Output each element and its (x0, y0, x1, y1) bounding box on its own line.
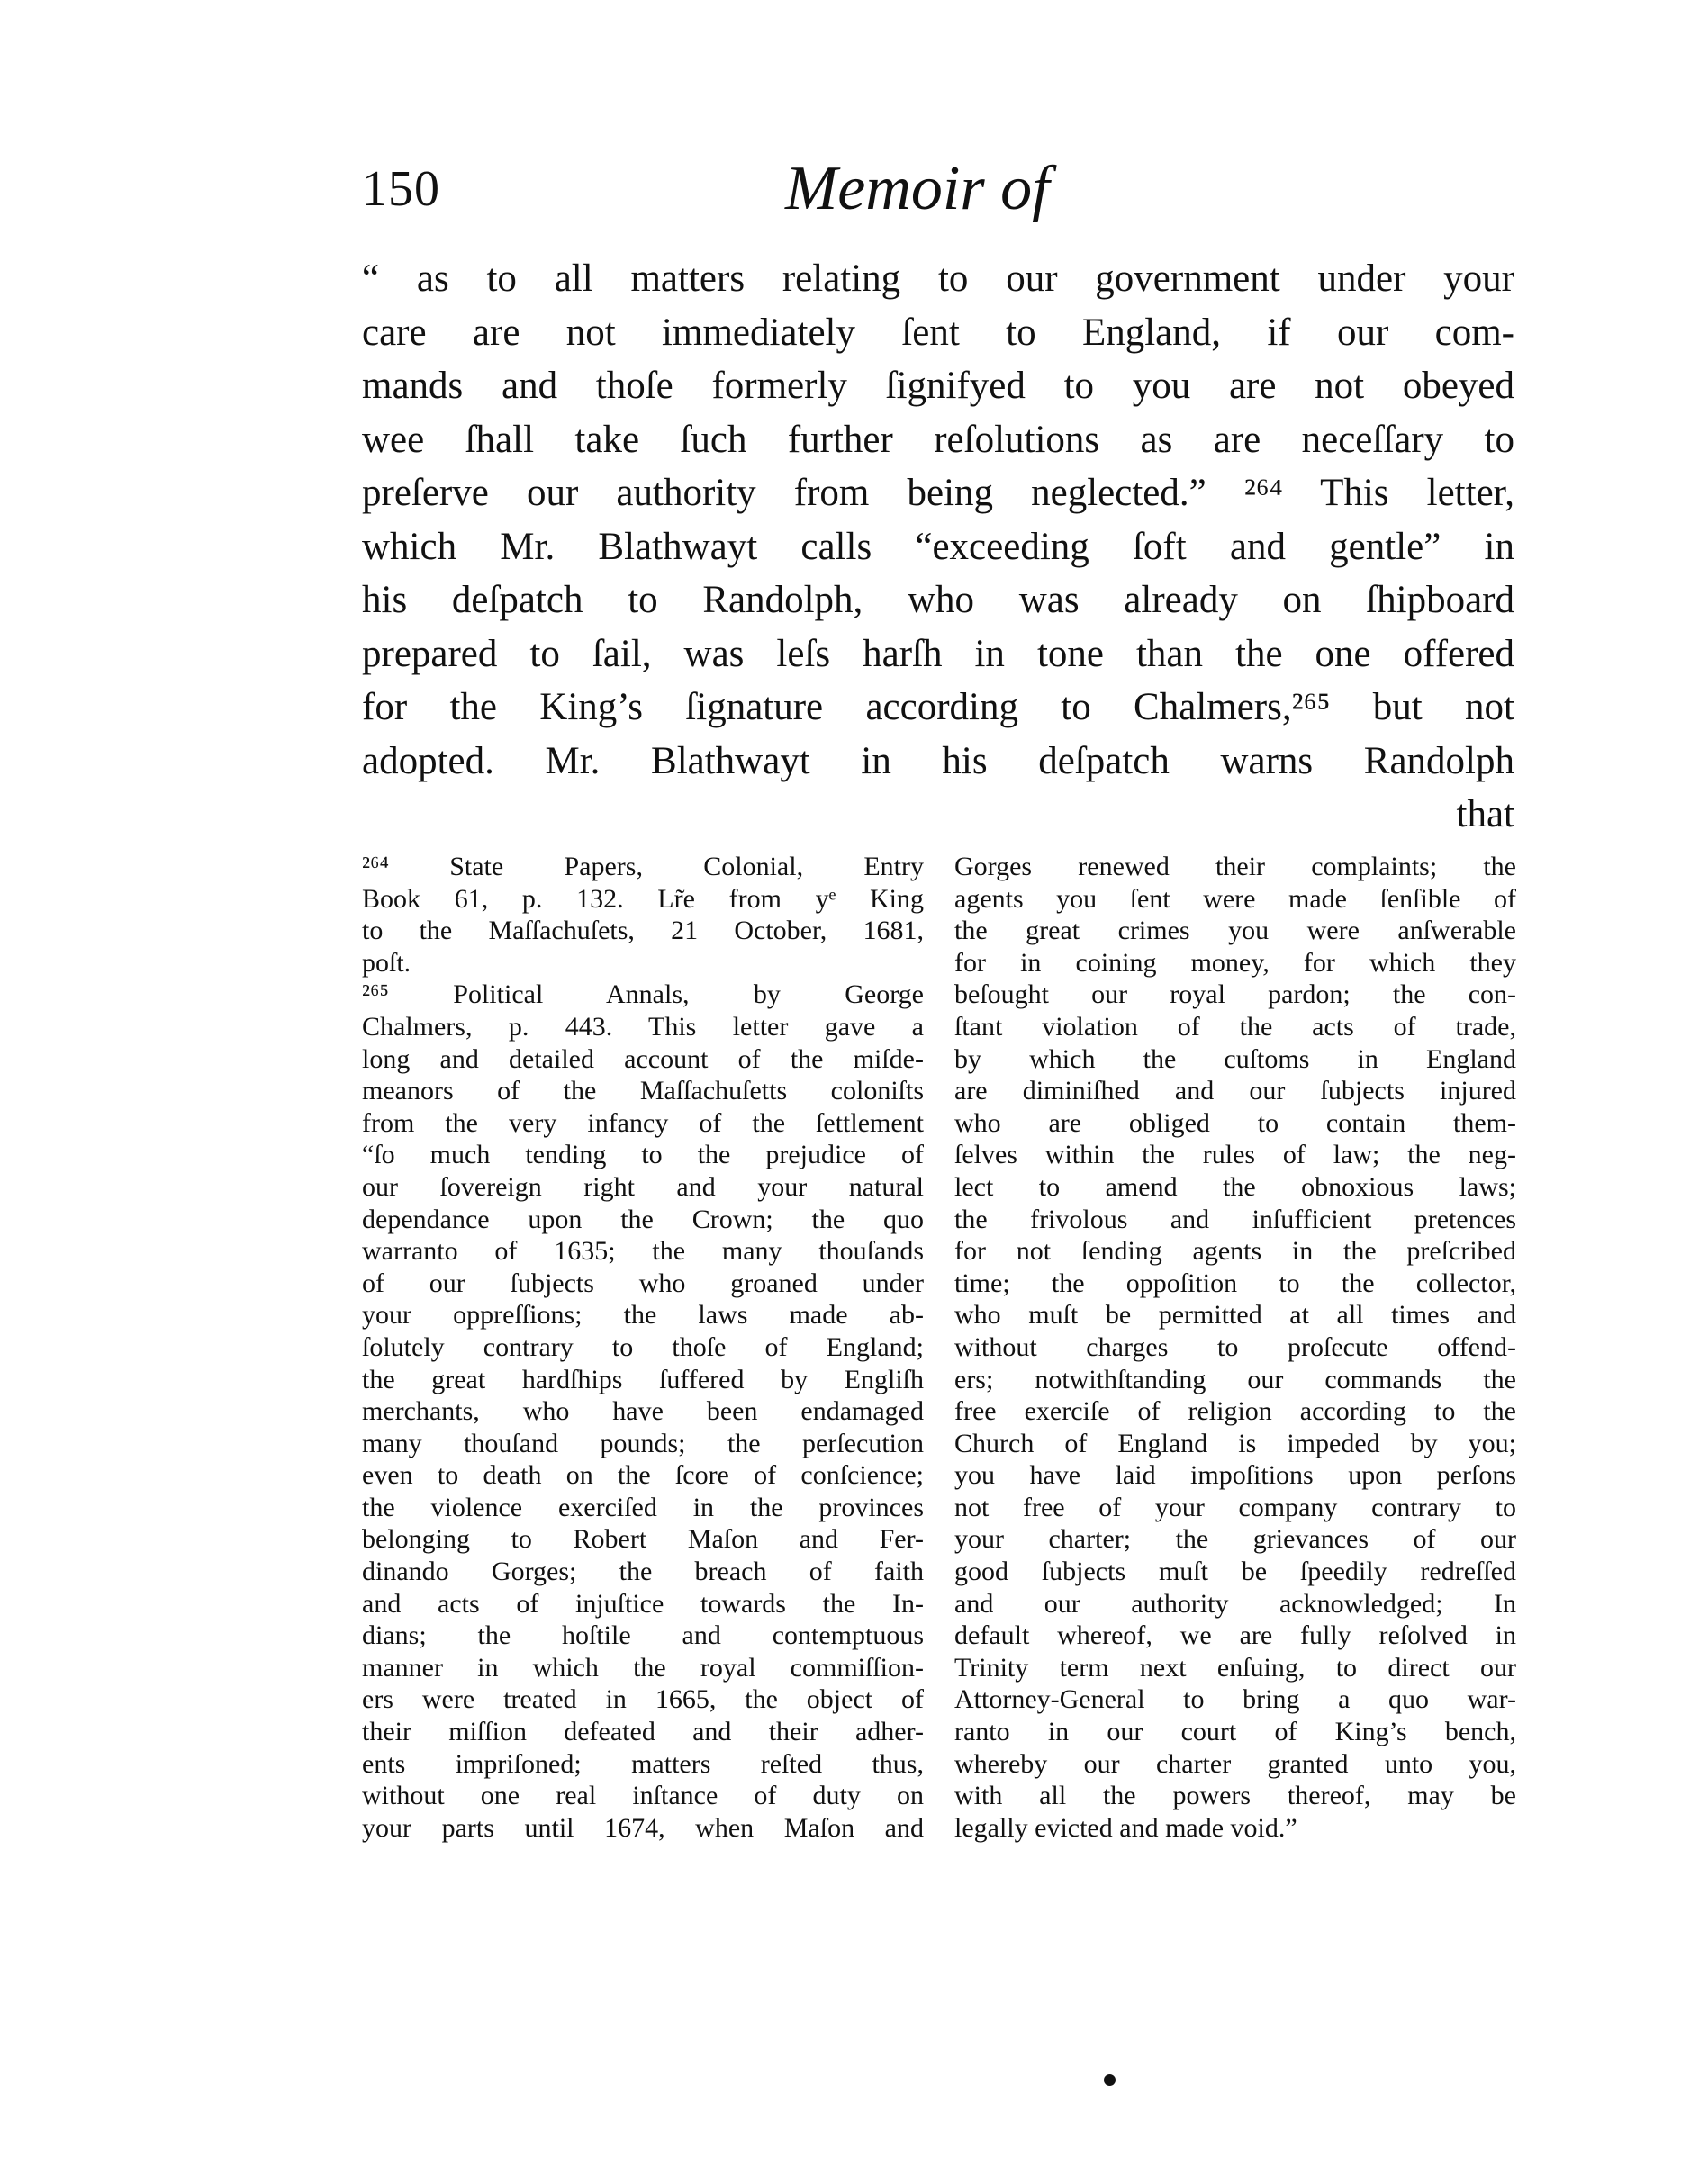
body-line: his deſpatch to Randolph, who was already on ſhipboard (362, 579, 1514, 621)
footnote-line: belonging to Robert Maſon and Fer- (362, 1524, 924, 1555)
footnote-line: manner in which the royal commiſſion- (362, 1652, 924, 1683)
footnote-line: dians; the hoſtile and contemptuous (362, 1620, 924, 1651)
footnote-line: free exerciſe of religion according to the (954, 1396, 1516, 1427)
body-line: preſerve our authority from being neglected.” ²⁶⁴ This letter, (362, 472, 1514, 514)
footnote-line: are diminiſhed and our ſubjects injured (954, 1076, 1516, 1106)
body-line: mands and thoſe formerly ſignifyed to you are not obeyed (362, 365, 1514, 407)
body-line: care are not immediately ſent to England, if our com- (362, 311, 1514, 354)
footnote-line: our ſovereign right and your natural (362, 1171, 924, 1202)
footnote-line: warranto of 1635; the many thouſands (362, 1236, 924, 1267)
body-line: adopted. Mr. Blathwayt in his deſpatch warns Randolph (362, 739, 1514, 782)
footnote-line: ſolutely contrary to thoſe of England; (362, 1331, 924, 1362)
footnote-line: your oppreſſions; the laws made ab- (362, 1300, 924, 1331)
body-line: “ as to all matters relating to our government under your (362, 257, 1514, 300)
body-line: for the King’s ſignature according to Chalmers,²⁶⁵ but not (362, 686, 1514, 728)
footnote-line: to the Maſſachuſets, 21 October, 1681, (362, 916, 924, 946)
footnote-line: whereby our charter granted unto you, (954, 1748, 1516, 1779)
footnote-line: ſelves within the rules of law; the neg- (954, 1140, 1516, 1170)
body-line: prepared to ſail, was leſs harſh in tone than the one offered (362, 632, 1514, 675)
footnote-line: Gorges renewed their complaints; the (954, 852, 1516, 881)
footnote-line: the great crimes you were anſwerable (954, 916, 1516, 946)
footnote-line: lect to amend the obnoxious laws; (954, 1171, 1516, 1202)
footnote-line: of our ſubjects who groaned under (362, 1268, 924, 1298)
footnote-line: from the very infancy of the ſettlement (362, 1107, 924, 1138)
footnote-line: with all the powers thereof, may be (954, 1781, 1516, 1811)
footnote-line: who muſt be permitted at all times and (954, 1300, 1516, 1331)
footnote-line: your charter; the grievances of our (954, 1524, 1516, 1555)
footnote-line: good ſubjects muſt be ſpeedily redreſſed (954, 1557, 1516, 1587)
footnote-line: not free of your company contrary to (954, 1492, 1516, 1522)
running-title: Memoir of (785, 154, 1050, 223)
footnote-line: dinando Gorges; the breach of faith (362, 1557, 924, 1587)
footnote-line: long and detailed account of the miſde- (362, 1043, 924, 1074)
footnote-line: ²⁶⁵ Political Annals, by George (362, 979, 924, 1010)
body-line: wee ſhall take ſuch further reſolutions as are neceſſary to (362, 418, 1514, 461)
footnote-line: ers were treated in 1665, the object of (362, 1684, 924, 1715)
footnotes-left-column (362, 851, 924, 1844)
page-number: 150 (362, 161, 440, 217)
footnote-line: ers; notwithſtanding our commands the (954, 1364, 1516, 1394)
footnote-line: without one real inſtance of duty on (362, 1781, 924, 1811)
footnote-line: ents impriſoned; matters reſted thus, (362, 1748, 924, 1779)
footnote-line: agents you ſent were made ſenſible of (954, 883, 1516, 914)
body-text (362, 252, 1514, 842)
page-header (362, 154, 1514, 241)
footnote-line: many thouſand pounds; the perſecution (362, 1428, 924, 1458)
footnote-line: ²⁶⁴ State Papers, Colonial, Entry (362, 852, 924, 881)
footnote-line: meanors of the Maſſachuſetts coloniſts (362, 1076, 924, 1106)
footnote-line: “ſo much tending to the prejudice of (362, 1140, 924, 1170)
footnote-line: poſt. (362, 947, 411, 978)
footnote-line: time; the oppoſition to the collector, (954, 1268, 1516, 1298)
footnote-line: their miſſion defeated and their adher- (362, 1717, 924, 1747)
footnote-line: the great hardſhips ſuffered by Engliſh (362, 1364, 924, 1394)
footnote-line: dependance upon the Crown; the quo (362, 1204, 924, 1234)
footnote-line: Church of England is impeded by you; (954, 1428, 1516, 1458)
footnote-line: who are obliged to contain them- (954, 1107, 1516, 1138)
catchword: that (1456, 793, 1514, 835)
footnote-line: ranto in our court of King’s bench, (954, 1717, 1516, 1747)
footnote-line: the frivolous and inſufficient pretences (954, 1204, 1516, 1234)
footnote-line: your parts until 1674, when Maſon and (362, 1812, 924, 1843)
footnote-line: Chalmers, p. 443. This letter gave a (362, 1011, 924, 1042)
footnote-line: for in coining money, for which they (954, 947, 1516, 978)
footnote-line: ſtant violation of the acts of trade, (954, 1011, 1516, 1042)
footnotes-right-column (954, 851, 1516, 1844)
body-line: which Mr. Blathwayt calls “exceeding ſoft and gentle” in (362, 525, 1514, 568)
footnote-line: and acts of injuſtice towards the In- (362, 1588, 924, 1619)
printer-dot-mark (1104, 2074, 1116, 2086)
footnote-line: Trinity term next enſuing, to direct our (954, 1652, 1516, 1683)
footnote-line: beſought our royal pardon; the con- (954, 979, 1516, 1010)
footnote-line: default whereof, we are fully reſolved in (954, 1620, 1516, 1651)
footnote-line: for not ſending agents in the preſcribed (954, 1236, 1516, 1267)
footnote-line: merchants, who have been endamaged (362, 1396, 924, 1427)
footnote-line: without charges to proſecute offend- (954, 1331, 1516, 1362)
footnote-line: even to death on the ſcore of conſcience; (362, 1460, 924, 1491)
footnote-line: Book 61, p. 132. Lr̃e from yᵉ King (362, 883, 924, 914)
footnote-line: you have laid impoſitions upon perſons (954, 1460, 1516, 1491)
footnote-line: the violence exerciſed in the provinces (362, 1492, 924, 1522)
footnote-line: legally evicted and made void.” (954, 1812, 1297, 1843)
footnote-line: and our authority acknowledged; In (954, 1588, 1516, 1619)
footnote-line: by which the cuſtoms in England (954, 1043, 1516, 1074)
footnote-line: Attorney-General to bring a quo war- (954, 1684, 1516, 1715)
